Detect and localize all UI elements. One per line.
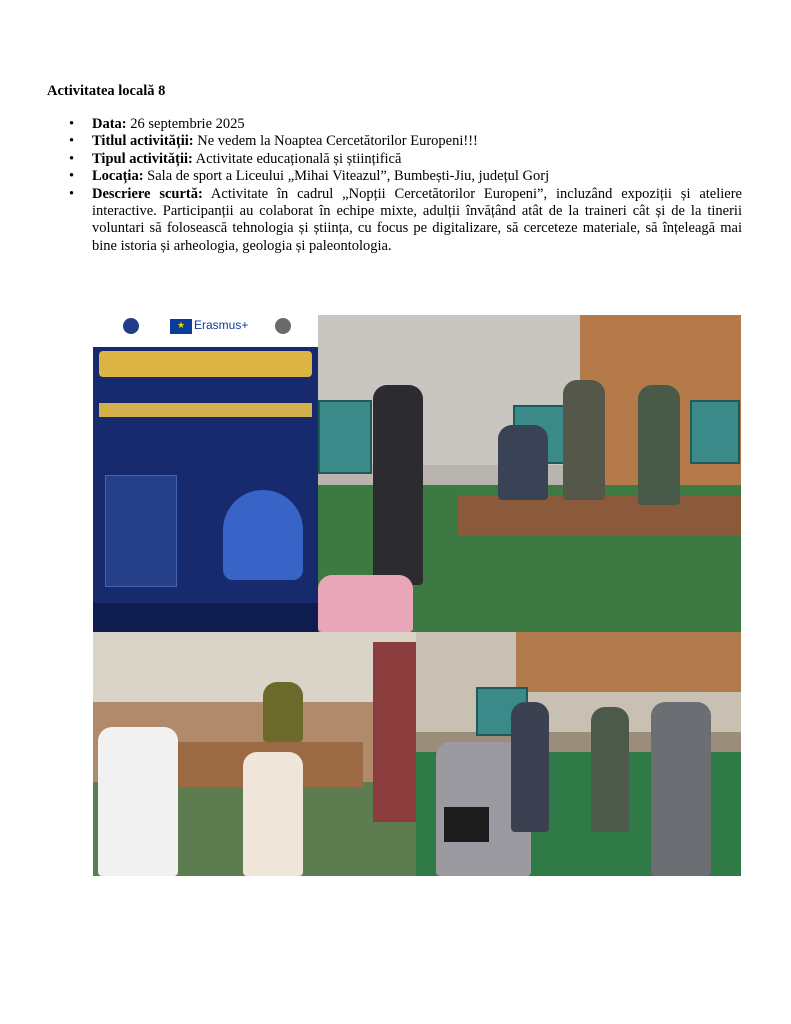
detail-location bbox=[64, 168, 742, 185]
tablet bbox=[444, 807, 489, 842]
person bbox=[498, 425, 548, 500]
wall bbox=[93, 632, 416, 702]
location-value: Sala de sport a Liceului „Mihai Viteazul”, Bumbești-Jiu, județul Gorj bbox=[147, 168, 550, 185]
person bbox=[563, 380, 605, 500]
date-value: 26 septembrie 2025 bbox=[130, 116, 245, 132]
poster-title-art bbox=[99, 351, 312, 377]
wall-bars bbox=[516, 632, 741, 692]
county-council-crest-icon bbox=[123, 318, 139, 334]
detail-description bbox=[64, 186, 742, 256]
head-silhouette-icon bbox=[223, 490, 303, 580]
title-label: Titlul activității: bbox=[92, 133, 194, 150]
poster-organizers-block bbox=[105, 475, 177, 587]
person bbox=[373, 385, 423, 585]
detail-title bbox=[64, 133, 742, 150]
type-value: Activitate educațională și științifică bbox=[195, 150, 402, 167]
photo-exhibition-tables bbox=[318, 315, 741, 632]
curtain bbox=[373, 642, 416, 822]
detail-type bbox=[64, 151, 742, 168]
date-label: Data: bbox=[92, 116, 127, 132]
museum-crest-icon bbox=[275, 318, 291, 334]
person bbox=[511, 702, 549, 832]
poster-logo-bar bbox=[93, 315, 318, 347]
person bbox=[638, 385, 680, 505]
event-poster-image bbox=[93, 315, 318, 632]
person bbox=[591, 707, 629, 832]
person bbox=[263, 682, 303, 742]
activity-details bbox=[64, 116, 742, 255]
person bbox=[98, 727, 178, 876]
title-value: Ne vedem la Noaptea Cercetătorilor Europeni!!! bbox=[197, 133, 478, 150]
description-label: Descriere scurtă: bbox=[92, 185, 203, 202]
photo-workshop-participants bbox=[93, 632, 416, 876]
pink-jacket bbox=[318, 575, 413, 632]
table bbox=[458, 495, 741, 535]
person bbox=[243, 752, 303, 876]
display-board bbox=[690, 400, 740, 464]
detail-date bbox=[64, 116, 742, 133]
type-label: Tipul activității: bbox=[92, 150, 193, 167]
photo-collage bbox=[93, 315, 741, 876]
description-value: Activitate în cadrul „Nopții Cercetătorilor Europeni”, incluzând expoziții și ateliere interactive. Participanții au colaborat în echipe mixte, adulții învățând atât de la traineri cât și de la tinerii voluntari să folosească tehnologia și știința, cu focus pe digitalizare, să cerceteze materiale, să înțeleagă mai bine istoria și arheologia, geologia și paleontologia. bbox=[92, 185, 742, 254]
poster-banner-art bbox=[99, 403, 312, 417]
erasmus-logo: Erasmus+ bbox=[194, 318, 249, 332]
page-heading: Activitatea locală 8 bbox=[47, 83, 166, 99]
photo-visitors-tablet bbox=[416, 632, 741, 876]
person bbox=[651, 702, 711, 876]
display-board bbox=[318, 400, 372, 474]
location-label: Locația: bbox=[92, 168, 144, 185]
poster-footer bbox=[93, 603, 318, 632]
eu-flag-icon: ★ bbox=[170, 319, 192, 334]
